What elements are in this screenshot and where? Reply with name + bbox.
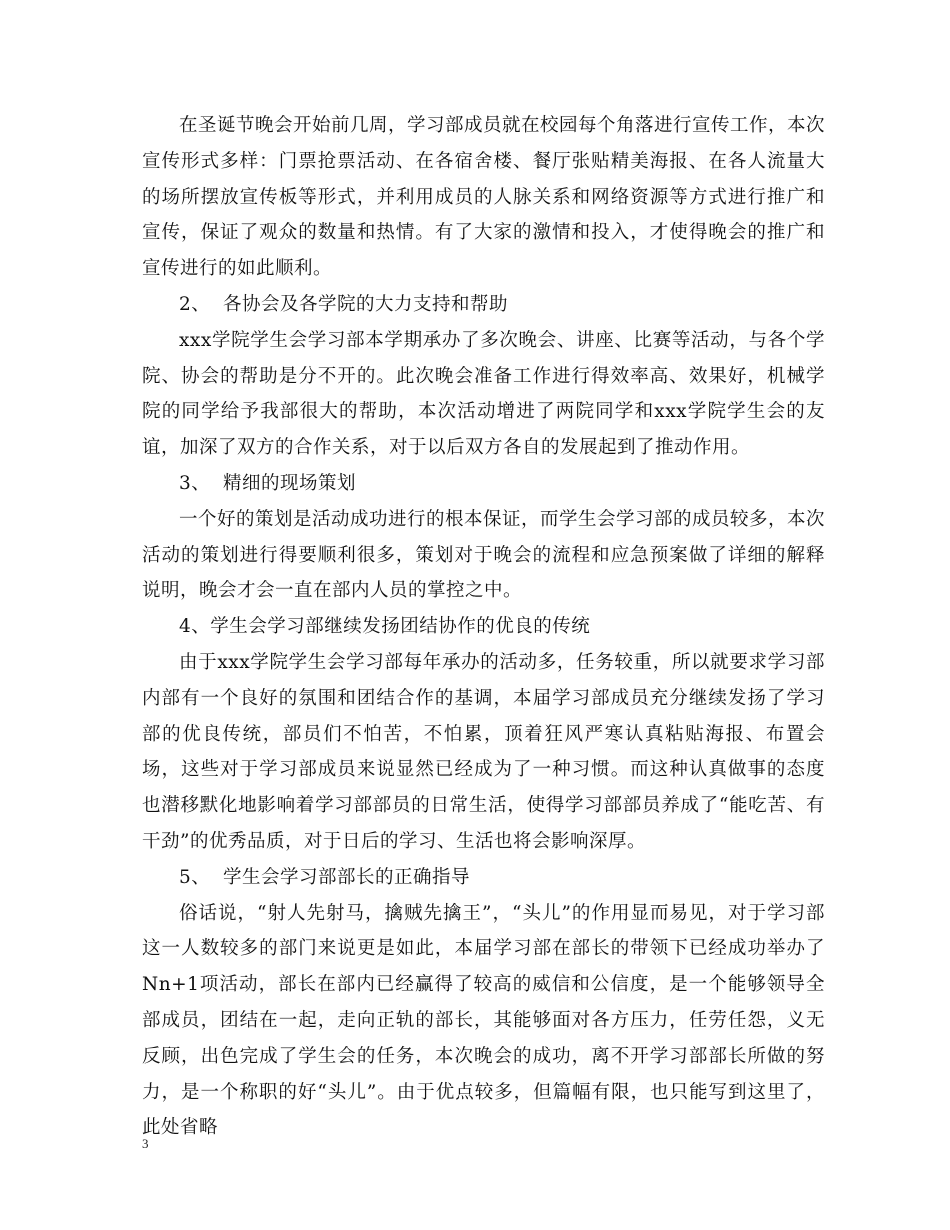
paragraph-support: xxx学院学生会学习部本学期承办了多次晚会、讲座、比赛等活动，与各个学院、协会的帮助是分不开的。此次晚会准备工作进行得效率高、效果好，机械学院的同学给予我部很大的帮助，本次活动增进了两院同学和xxx学院学生会的友谊，加深了双方的合作关系，对于以后双方各自的发展起到了推动作用。 xyxy=(142,329,825,459)
document-body xyxy=(142,108,825,1146)
paragraph-publicity: 在圣诞节晚会开始前几周，学习部成员就在校园每个角落进行宣传工作，本次宣传形式多样：门票抢票活动、在各宿舍楼、餐厅张贴精美海报、在各人流量大的场所摆放宣传板等形式，并利用成员的人脉关系和网络资源等方式进行推广和宣传，保证了观众的数量和热情。有了大家的激情和投入，才使得晚会的推广和宣传进行的如此顺利。 xyxy=(142,115,826,280)
page-number: 3 xyxy=(142,1136,149,1151)
paragraph-planning: 一个好的策划是活动成功进行的根本保证，而学生会学习部的成员较多，本次活动的策划进行得要顺利很多，策划对于晚会的流程和应急预案做了详细的解释说明，晚会才会一直在部内人员的掌控之中。 xyxy=(142,508,826,602)
heading-tradition: 4、学生会学习部继续发扬团结协作的优良的传统 xyxy=(179,616,591,638)
paragraph-leadership: 俗话说，“射人先射马，擒贼先擒王”，“头儿”的作用显而易见，对于学习部这一人数较多的部门来说更是如此，本届学习部在部长的带领下已经成功举办了Nn+1项活动，部长在部内已经赢得了较高的威信和公信度，是一个能够领导全部成员，团结在一起，走向正轨的部长，其能够面对各方压力，任劳任怨，义无反顾，出色完成了学生会的任务，本次晚会的成功，离不开学习部部长所做的努力，是一个称职的好“头儿”。由于优点较多，但篇幅有限，也只能写到这里了，此处省略 xyxy=(142,902,825,1139)
heading-leadership: 5、 学生会学习部部长的正确指导 xyxy=(179,866,471,888)
heading-planning: 3、 精细的现场策划 xyxy=(179,472,357,494)
paragraph-tradition: 由于xxx学院学生会学习部每年承办的活动多，任务较重，所以就要求学习部内部有一个良好的氛围和团结合作的基调，本届学习部成员充分继续发扬了学习部的优良传统，部员们不怕苦，不怕累，顶着狂风严寒认真粘贴海报、布置会场，这些对于学习部成员来说显然已经成为了一种习惯。而这种认真做事的态度也潜移默化地影响着学习部部员的日常生活，使得学习部部员养成了“能吃苦、有干劲”的优秀品质，对于日后的学习、生活也将会影响深厚。 xyxy=(142,651,825,852)
heading-support: 2、 各协会及各学院的大力支持和帮助 xyxy=(179,293,509,315)
